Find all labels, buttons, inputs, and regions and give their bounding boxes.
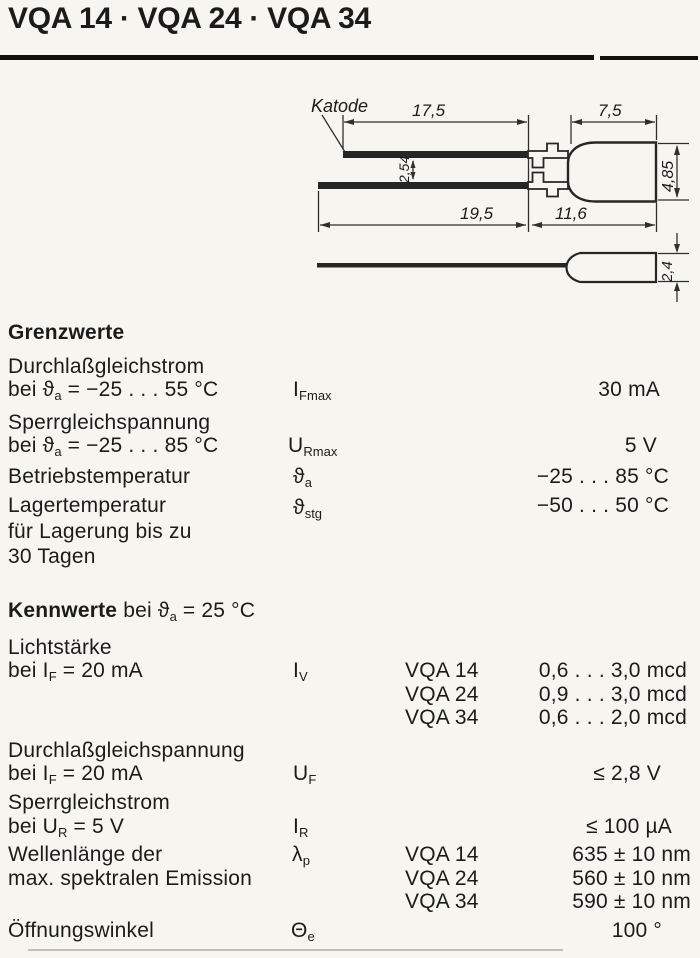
operating-temp-symbol	[293, 466, 312, 488]
storage-temp-symbol	[293, 497, 322, 519]
forward-current-value: 30 mA	[598, 378, 660, 401]
reverse-voltage-name: Sperrgleichspannung	[8, 411, 211, 434]
operating-temp-name: Betriebstemperatur	[8, 465, 191, 488]
condition-text: bei I	[8, 762, 49, 785]
cathode-label: Katode	[311, 96, 369, 116]
condition-text: = 20 mA	[56, 659, 143, 682]
luminous-intensity-name: Lichtstärke	[8, 636, 112, 659]
symbol-subscript: Fmax	[299, 388, 332, 403]
reverse-current-value: ≤ 100 µA	[586, 815, 672, 838]
dim-label-body-diameter: 4,85	[660, 160, 677, 192]
luminous-intensity-condition	[8, 660, 143, 682]
heading-text: bei ϑ	[117, 599, 170, 622]
symbol-subscript: Rmax	[303, 444, 338, 459]
forward-current-symbol	[293, 379, 332, 401]
wavelength-type-2: VQA 24	[405, 867, 479, 890]
symbol-main: Θ	[291, 919, 308, 942]
symbol-main: I	[293, 815, 300, 838]
reverse-current-condition	[8, 816, 124, 838]
symbol-main: U	[288, 434, 304, 457]
condition-text: = 5 V	[67, 815, 125, 838]
symbol-main: ϑ	[293, 496, 305, 519]
reverse-voltage-condition	[8, 435, 218, 457]
symbol-main: I	[293, 659, 300, 682]
symbol-subscript: V	[299, 669, 308, 684]
dim-label-body-total: 11,6	[555, 204, 587, 223]
side-lead	[317, 263, 569, 268]
bottom-lead-crimp	[528, 173, 568, 197]
symbol-subscript: F	[308, 772, 317, 787]
condition-subscript: a	[54, 444, 62, 459]
condition-subscript: F	[48, 772, 57, 787]
condition-text: bei ϑ	[8, 378, 55, 401]
forward-voltage-name: Durchlaßgleichspannung	[8, 739, 245, 762]
led-front-view	[318, 143, 656, 202]
title-rule-right	[600, 56, 698, 60]
wavelength-name-line2: max. spektralen Emission	[8, 867, 253, 890]
reverse-current-symbol	[293, 816, 308, 838]
symbol-main: ϑ	[293, 465, 305, 488]
aperture-angle-value: 100 °	[611, 919, 662, 942]
wavelength-type-1: VQA 14	[405, 843, 479, 866]
led-body-front	[568, 143, 656, 202]
condition-text: = 20 mA	[56, 762, 143, 785]
luminous-intensity-value-1: 0,6 . . . 3,0 mcd	[538, 659, 687, 682]
condition-text: bei ϑ	[8, 434, 55, 457]
top-lead	[343, 151, 529, 158]
reverse-voltage-value: 5 V	[624, 434, 657, 457]
symbol-subscript: p	[302, 853, 310, 868]
wavelength-name-line1: Wellenlänge der	[8, 843, 163, 866]
forward-current-name: Durchlaßgleichstrom	[8, 355, 205, 378]
heading-bold: Kennwerte	[8, 599, 118, 622]
luminous-intensity-type-2: VQA 24	[405, 683, 479, 706]
luminous-intensity-symbol	[293, 660, 308, 682]
limits-heading: Grenzwerte	[8, 321, 125, 344]
heading-subscript: a	[169, 609, 177, 624]
bottom-lead	[318, 182, 528, 189]
wavelength-value-1: 635 ± 10 nm	[572, 843, 691, 866]
forward-voltage-value: ≤ 2,8 V	[593, 762, 661, 785]
characteristics-heading	[8, 600, 255, 622]
condition-subscript: R	[58, 825, 68, 840]
symbol-subscript: stg	[304, 506, 323, 521]
heading-text: = 25 °C	[176, 599, 256, 622]
dim-label-top-lead: 17,5	[412, 101, 446, 120]
title-rule-left	[0, 55, 594, 60]
condition-subscript: a	[54, 388, 62, 403]
forward-voltage-condition	[8, 763, 143, 785]
forward-voltage-symbol	[293, 763, 316, 785]
symbol-subscript: a	[304, 475, 312, 490]
storage-temp-name-line3: 30 Tagen	[8, 545, 96, 568]
storage-temp-value: −50 . . . 50 °C	[536, 494, 669, 517]
dim-label-body-thickness: 2,4	[659, 261, 676, 282]
led-body-side	[567, 253, 657, 282]
condition-text: = −25 . . . 55 °C	[61, 378, 219, 401]
wavelength-symbol	[292, 844, 310, 866]
condition-text: = −25 . . . 85 °C	[61, 434, 219, 457]
aperture-angle-symbol	[291, 920, 315, 942]
led-side-view	[317, 253, 656, 282]
storage-temp-name: Lagertemperatur	[8, 494, 167, 517]
storage-temp-name-line2: für Lagerung bis zu	[8, 520, 192, 543]
luminous-intensity-type-1: VQA 14	[405, 659, 479, 682]
condition-text: bei U	[8, 815, 59, 838]
reverse-current-name: Sperrgleichstrom	[8, 791, 170, 814]
wavelength-value-3: 590 ± 10 nm	[572, 890, 691, 913]
top-lead-crimp	[528, 144, 568, 168]
operating-temp-value: −25 . . . 85 °C	[536, 465, 669, 488]
symbol-main: I	[293, 378, 300, 401]
dim-label-body-front: 7,5	[598, 101, 622, 120]
package-drawing	[280, 86, 700, 320]
wavelength-value-2: 560 ± 10 nm	[572, 867, 691, 890]
aperture-angle-name: Öffnungswinkel	[8, 919, 154, 942]
page-title: VQA 14 · VQA 24 · VQA 34	[8, 2, 371, 35]
dim-label-bottom-lead: 19,5	[460, 204, 494, 223]
reverse-voltage-symbol	[288, 435, 337, 457]
condition-text: bei I	[8, 659, 49, 682]
scan-artifact-line	[28, 949, 563, 951]
symbol-subscript: e	[307, 929, 315, 944]
dim-label-lead-spacing: 2,54	[396, 155, 412, 183]
luminous-intensity-value-3: 0,6 . . . 2,0 mcd	[538, 706, 687, 729]
luminous-intensity-type-3: VQA 34	[405, 706, 479, 729]
condition-subscript: F	[48, 669, 57, 684]
symbol-subscript: R	[299, 825, 309, 840]
luminous-intensity-value-2: 0,9 . . . 3,0 mcd	[538, 683, 687, 706]
symbol-main: U	[293, 762, 309, 785]
wavelength-type-3: VQA 34	[405, 890, 479, 913]
forward-current-condition	[8, 379, 218, 401]
symbol-main: λ	[292, 843, 303, 866]
